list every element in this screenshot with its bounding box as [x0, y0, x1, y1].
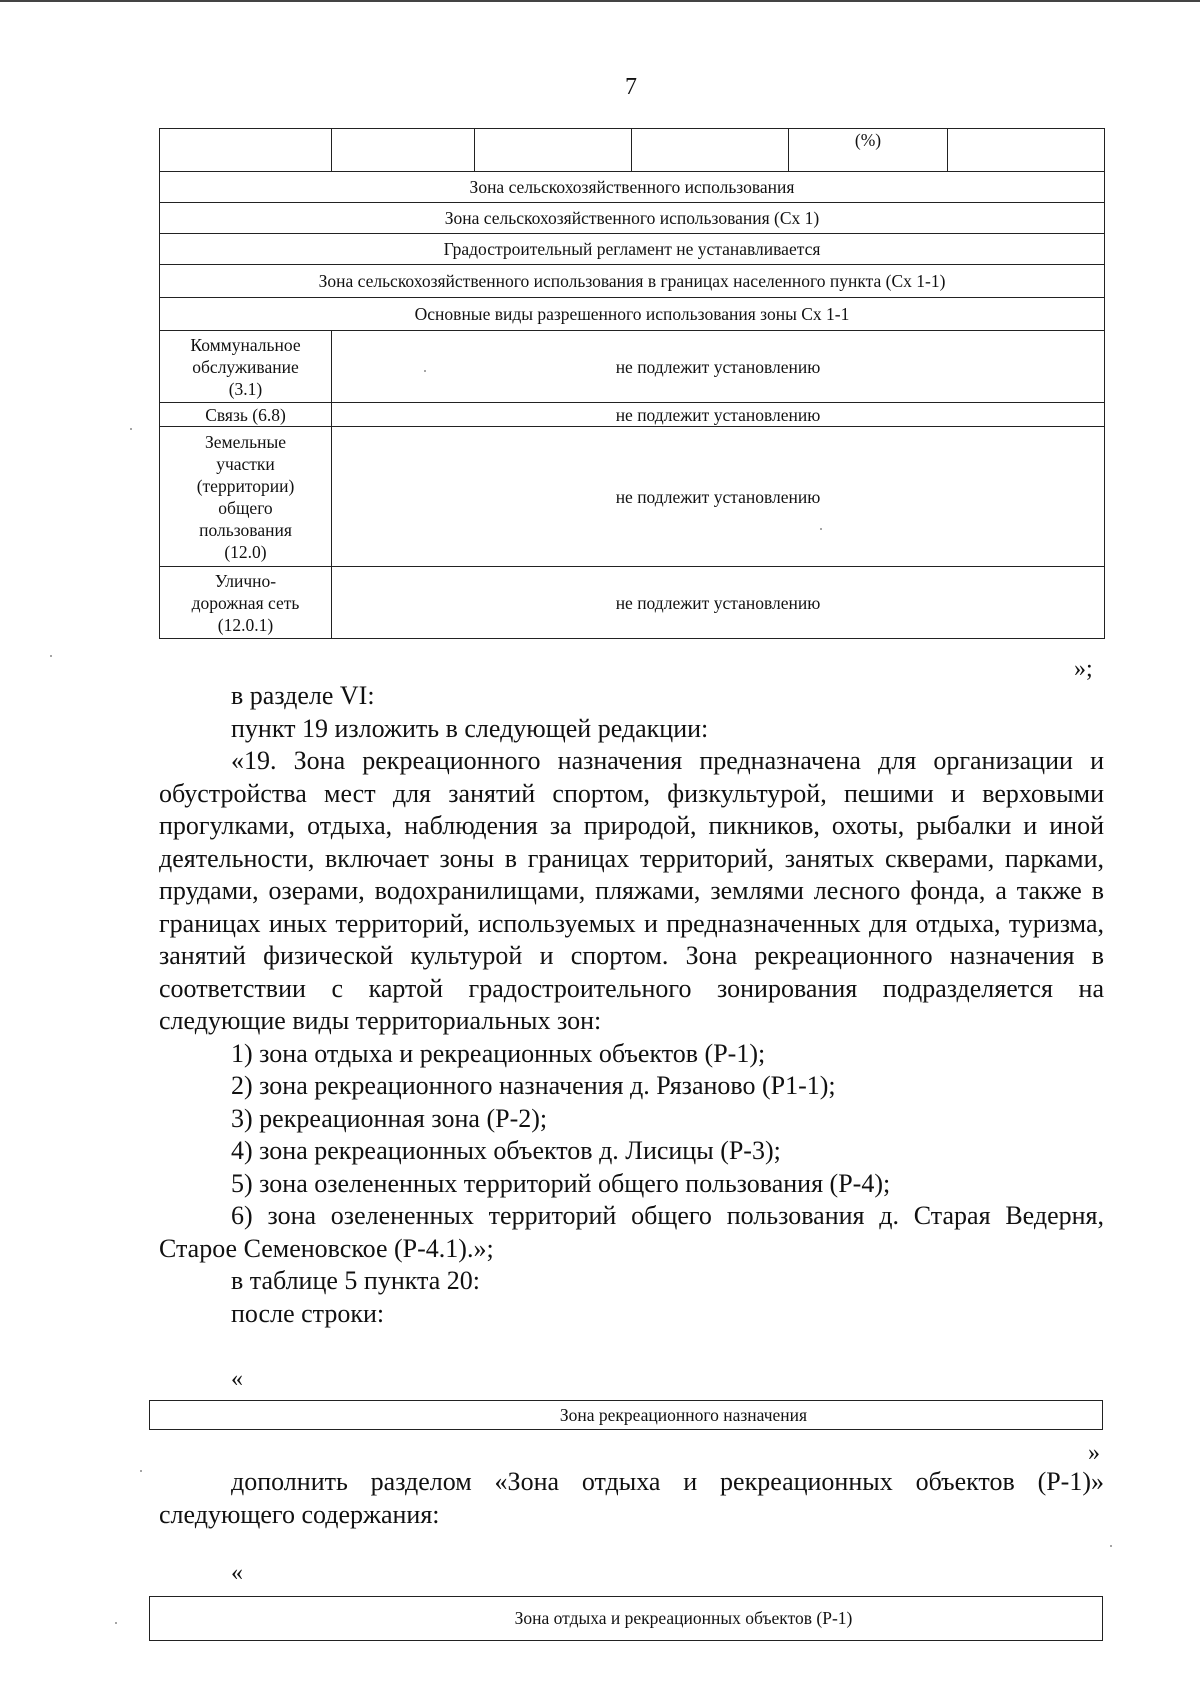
scan-speck [130, 428, 132, 430]
use-value-cell: не подлежит установлению [332, 403, 1105, 427]
regulation-not-set: Градостроительный регламент не устанавливается [160, 234, 1105, 265]
item19-body: «19. Зона рекреационного назначения предназначена для организации и обустройства мест для занятий спортом, физкультурой, пешими и верховыми прогулками, отдыха, наблюдения за природой, пикников, охоты, рыбалки и иной деятельности, включает зоны в границах территорий, занятых скверами, парками, прудами, озерами, водохранилищами, пляжами, землями лесного фонда, а также в границах иных территорий, используемых и предназначенных для отдыха, туризма, занятий физической культурой и спортом. Зона рекреационного назначения в соответствии с картой градостроительного зонирования подразделяется на следующие виды территориальных зон: [159, 746, 1104, 1035]
add-section-paragraph [159, 1466, 1104, 1531]
table-row [160, 265, 1105, 298]
use-name-line: общего [218, 497, 273, 518]
zone-sx1-1: Зона сельскохозяйственного использования в границах населенного пункта (Сх 1-1) [160, 265, 1105, 298]
use-name-line: Коммунальное [190, 334, 301, 355]
use-name-line: пользования [199, 519, 292, 540]
use-name-line: Связь (6.8) [205, 404, 286, 425]
page-number: 7 [625, 74, 637, 100]
regulation-table [159, 128, 1105, 639]
use-name-cell [160, 403, 332, 427]
recreation-zone-row: Зона рекреационного назначения [149, 1400, 1103, 1430]
use-value-cell: не подлежит установлению [332, 427, 1105, 567]
header-cell [160, 129, 332, 172]
use-name-cell [160, 331, 332, 403]
header-cell [632, 129, 789, 172]
header-cell [948, 129, 1105, 172]
use-name-line: (12.0.1) [217, 614, 274, 635]
use-value-cell: не подлежит установлению [332, 331, 1105, 403]
scan-speck [140, 1470, 142, 1472]
top-rule [0, 0, 1200, 2]
use-name-line: участки [216, 453, 275, 474]
use-name-cell [160, 567, 332, 639]
section-reference: в разделе VI: [231, 681, 375, 710]
use-name-line: (3.1) [228, 378, 263, 399]
use-name-line: (12.0) [224, 541, 267, 562]
add-section-text: дополнить разделом «Зона отдыха и рекреационных объектов (Р-1)» следующего содержания: [159, 1467, 1104, 1529]
list-item: 1) зона отдыха и рекреационных объектов (Р-1); [231, 1038, 766, 1068]
table5-reference: в таблице 5 пункта 20: [231, 1266, 480, 1295]
table-row [160, 567, 1105, 639]
main-uses-heading: Основные виды разрешенного использования зоны Сх 1-1 [160, 298, 1105, 331]
scan-speck [115, 1622, 117, 1624]
table-row [160, 403, 1105, 427]
table-row [160, 427, 1105, 567]
table-row [160, 234, 1105, 265]
scan-speck [424, 370, 426, 372]
table-header-row [160, 129, 1105, 172]
body-text [159, 680, 1104, 1330]
list-item-6: 6) зона озелененных территорий общего пользования д. Старая Ведерня, Старое Семеновское (Р-4.1).»; [159, 1201, 1104, 1263]
scan-speck [1110, 1545, 1112, 1547]
opening-quote: « [231, 1560, 243, 1586]
after-row-label: после строки: [231, 1298, 385, 1328]
table-row [160, 298, 1105, 331]
scan-speck [820, 528, 822, 530]
table-row [160, 331, 1105, 403]
recreation-objects-zone-row: Зона отдыха и рекреационных объектов (Р-1) [149, 1596, 1103, 1641]
header-unit-cell: (%) [789, 129, 948, 172]
use-name-cell [160, 427, 332, 567]
zone-sx1: Зона сельскохозяйственного использования (Сх 1) [160, 203, 1105, 234]
use-value-cell: не подлежит установлению [332, 567, 1105, 639]
use-name-line: обслуживание [192, 356, 299, 377]
use-name-line: дорожная сеть [191, 592, 300, 613]
item19-intro: пункт 19 изложить в следующей редакции: [231, 713, 709, 743]
list-item: 3) рекреационная зона (Р-2); [231, 1103, 548, 1133]
table-row [160, 172, 1105, 203]
scan-speck [50, 655, 52, 657]
zone-title: Зона сельскохозяйственного использования [160, 172, 1105, 203]
table-row [160, 203, 1105, 234]
list-item: 2) зона рекреационного назначения д. Рязаново (Р1-1); [231, 1071, 836, 1100]
opening-quote: « [231, 1366, 243, 1392]
closing-quote: » [1088, 1440, 1100, 1466]
list-item: 4) зона рекреационных объектов д. Лисицы (Р-3); [231, 1136, 781, 1165]
header-cell [332, 129, 475, 172]
closing-quote: »; [1074, 656, 1093, 682]
use-name-line: Улично- [214, 570, 277, 591]
use-name-line: (территории) [196, 475, 295, 496]
header-cell [475, 129, 632, 172]
use-name-line: Земельные [205, 431, 286, 452]
list-item: 5) зона озелененных территорий общего пользования (Р-4); [231, 1168, 891, 1198]
